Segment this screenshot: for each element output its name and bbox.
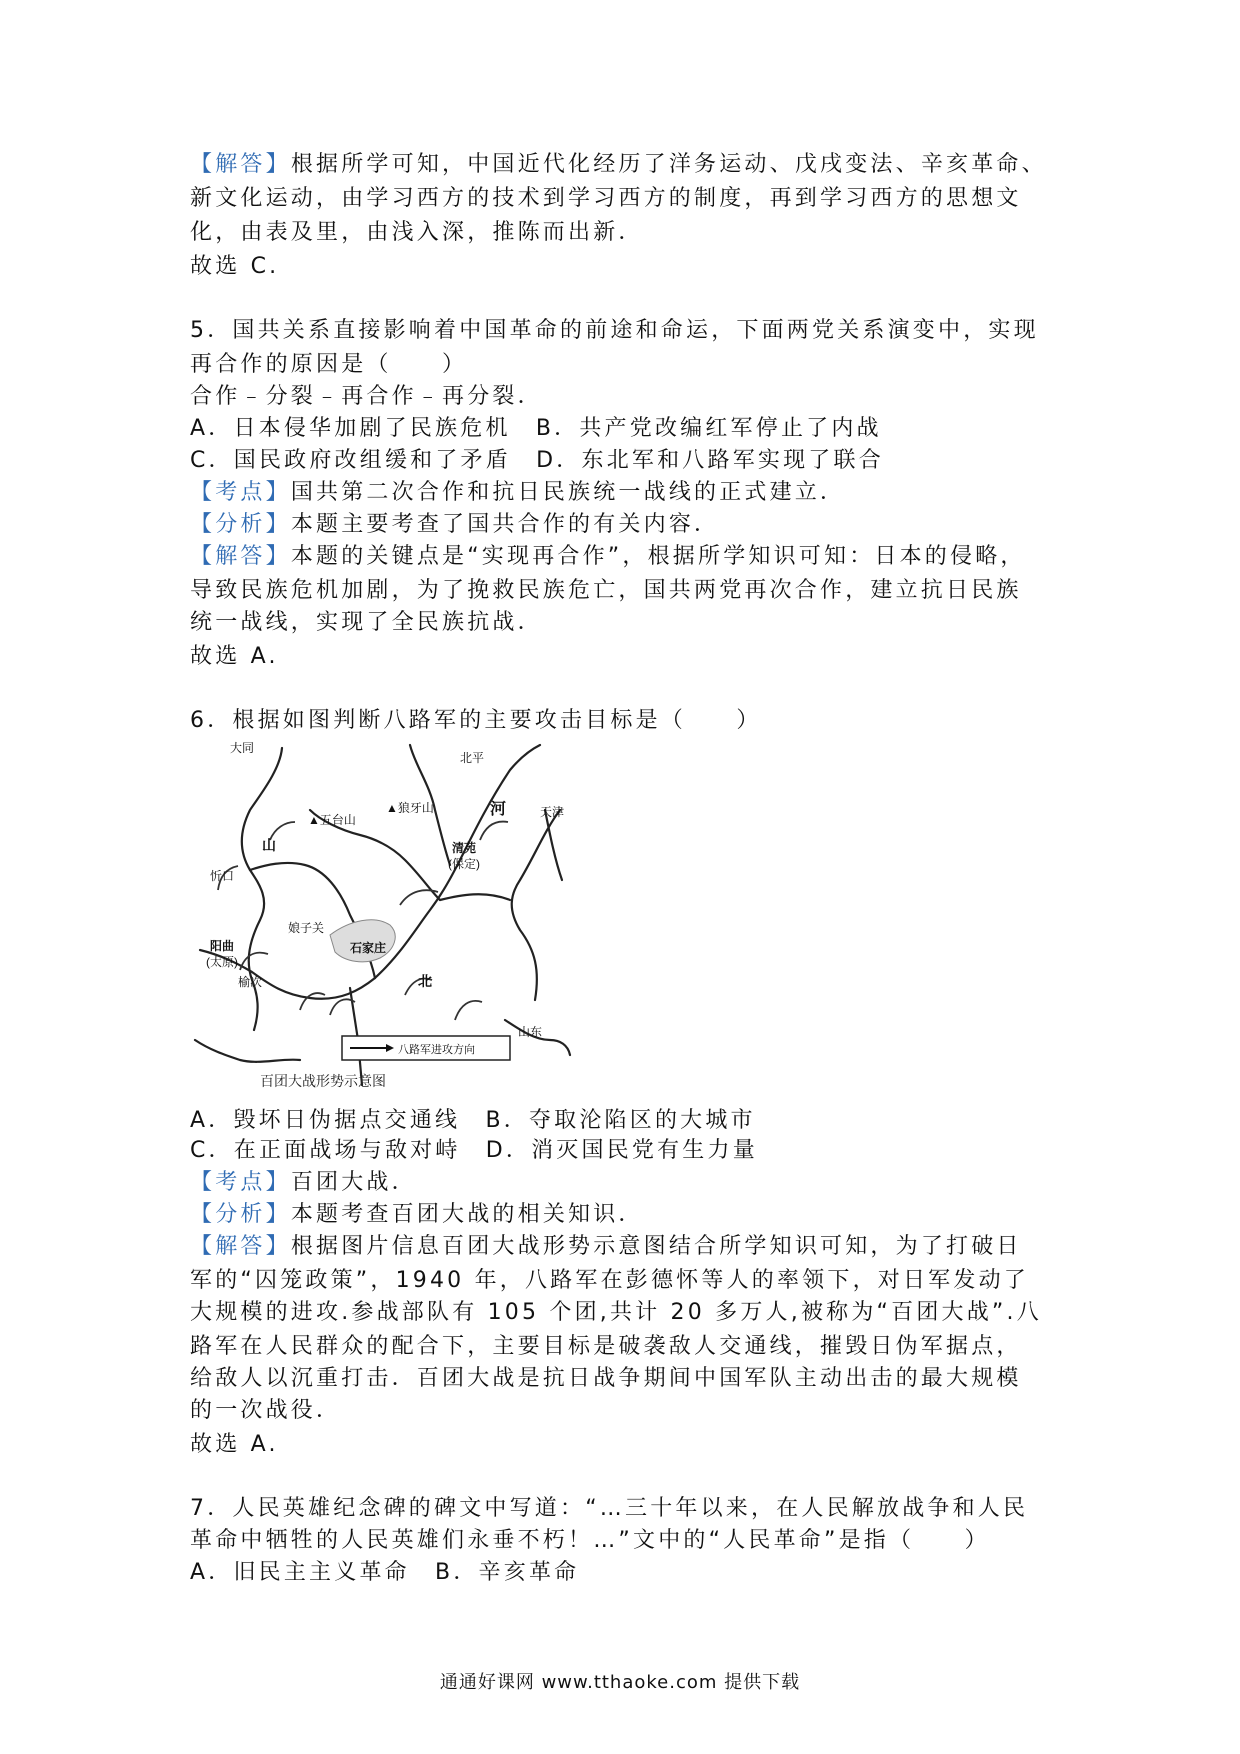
map-caption: 百团大战形势示意图 bbox=[260, 1075, 386, 1090]
q6-answer-line-4: 路军在人民群众的配合下，主要目标是破袭敌人交通线，摧毁日伪军据点， bbox=[190, 1334, 1022, 1359]
battle-map bbox=[190, 740, 575, 1095]
answer-tag: 【解答】 bbox=[190, 152, 291, 177]
river-line bbox=[512, 810, 560, 1000]
attack-arrow-icon bbox=[480, 822, 508, 840]
map-label-qingyuan: 清苑 bbox=[452, 841, 477, 855]
q5-stem-line-3: 合作﹣分裂﹣再合作﹣再分裂． bbox=[190, 384, 543, 409]
q6-options-line-1: A．毁坏日伪据点交通线 B．夺取沦陷区的大城市 bbox=[190, 1108, 756, 1133]
q5-choice: 故选 A. bbox=[190, 644, 279, 669]
q6-answer-line-2: 军的“囚笼政策”，1940 年，八路军在彭德怀等人的率领下，对日军发动了 bbox=[190, 1268, 1029, 1293]
border-line bbox=[195, 1040, 300, 1062]
map-label-beiping: 北平 bbox=[460, 751, 485, 765]
q6-stem: 6．根据如图判断八路军的主要攻击目标是（ ） bbox=[190, 708, 762, 733]
q4-answer-line-2: 新文化运动，由学习西方的技术到学习西方的制度，再到学习西方的思想文 bbox=[190, 186, 1022, 211]
map-label-tianjin: 天津 bbox=[540, 805, 565, 819]
map-label-xinkou: 忻口 bbox=[210, 869, 235, 883]
q7-options-line-1: A．旧民主主义革命 B．辛亥革命 bbox=[190, 1560, 580, 1585]
q6-options-line-2: C．在正面战场与敌对峙 D．消灭国民党有生力量 bbox=[190, 1138, 758, 1163]
map-label-shan: 山 bbox=[262, 837, 276, 853]
q6-answer-line-5: 给敌人以沉重打击．百团大战是抗日战争期间中国军队主动出击的最大规模 bbox=[190, 1366, 1022, 1391]
map-label-datong: 大同 bbox=[230, 741, 255, 755]
q5-options-line-1: A．日本侵华加剧了民族危机 B．共产党改编红军停止了内战 bbox=[190, 416, 882, 441]
analysis-tag: 【分析】 bbox=[190, 512, 291, 537]
q7-stem-line-1: 7．人民英雄纪念碑的碑文中写道：“…三十年以来，在人民解放战争和人民 bbox=[190, 1496, 1029, 1521]
attack-arrow-icon bbox=[455, 1001, 482, 1020]
map-label-yangqu: 阳曲 bbox=[210, 939, 235, 953]
point-tag: 【考点】 bbox=[190, 1170, 291, 1195]
q5-point: 【考点】国共第二次合作和抗日民族统一战线的正式建立． bbox=[190, 480, 846, 505]
map-label-langyashan: ▲狼牙山 bbox=[386, 801, 434, 815]
q6-choice: 故选 A. bbox=[190, 1432, 279, 1457]
q6-analysis: 【分析】本题考查百团大战的相关知识． bbox=[190, 1202, 644, 1227]
map-label-baoding: (保定) bbox=[448, 857, 480, 871]
q5-answer-line-3: 统一战线，实现了全民族抗战． bbox=[190, 610, 543, 635]
map-label-wutaishan: ▲五台山 bbox=[308, 813, 356, 827]
analysis-tag: 【分析】 bbox=[190, 1202, 291, 1227]
q5-stem-line-1: 5．国共关系直接影响着中国革命的前途和命运，下面两党关系演变中，实现 bbox=[190, 318, 1039, 343]
q4-choice: 故选 C. bbox=[190, 254, 280, 279]
map-label-yuci: 榆次 bbox=[238, 975, 263, 989]
map-label-niangziguan: 娘子关 bbox=[288, 921, 325, 935]
map-label-shijiazhuang: 石家庄 bbox=[350, 941, 387, 955]
q4-answer-line-3: 化，由表及里，由浅入深，推陈而出新． bbox=[190, 220, 644, 245]
q6-answer-line-3: 大规模的进攻.参战部队有 105 个团,共计 20 多万人,被称为“百团大战”.八 bbox=[190, 1300, 1042, 1325]
q5-analysis: 【分析】本题主要考查了国共合作的有关内容． bbox=[190, 512, 720, 537]
q5-answer-line-1: 【解答】本题的关键点是“实现再合作”，根据所学知识可知：日本的侵略， bbox=[190, 544, 1026, 569]
q5-options-line-2: C．国民政府改组缓和了矛盾 D．东北军和八路军实现了联合 bbox=[190, 448, 884, 473]
page-footer: 通通好课网 www.tthaoke.com 提供下载 bbox=[439, 1672, 801, 1693]
river-line bbox=[440, 894, 510, 900]
point-tag: 【考点】 bbox=[190, 480, 291, 505]
q6-map-figure bbox=[190, 740, 575, 1095]
q7-stem-line-2: 革命中牺牲的人民英雄们永垂不朽！…”文中的“人民革命”是指（ ） bbox=[190, 1528, 990, 1553]
q6-point: 【考点】百团大战． bbox=[190, 1170, 417, 1195]
q5-answer-line-2: 导致民族危机加剧，为了挽救民族危亡，国共两党再次合作，建立抗日民族 bbox=[190, 578, 1022, 603]
answer-tag: 【解答】 bbox=[190, 1234, 291, 1259]
map-label-he: 河 bbox=[490, 801, 507, 818]
answer-tag: 【解答】 bbox=[190, 544, 291, 569]
q5-stem-line-2: 再合作的原因是（ ） bbox=[190, 352, 468, 377]
q6-answer-line-1: 【解答】根据图片信息百团大战形势示意图结合所学知识可知，为了打破日 bbox=[190, 1234, 1022, 1259]
map-label-bei: 北 bbox=[418, 973, 432, 989]
map-label-taiyuan: (太原) bbox=[206, 955, 238, 969]
map-label-shandong: 山东 bbox=[518, 1025, 543, 1039]
map-legend-text: 八路军进攻方向 bbox=[398, 1044, 475, 1056]
attack-arrow-icon bbox=[300, 993, 325, 1010]
q4-answer-line-1: 【解答】根据所学可知，中国近代化经历了洋务运动、戊戌变法、辛亥革命、 bbox=[190, 152, 1047, 177]
q6-answer-line-6: 的一次战役． bbox=[190, 1398, 342, 1423]
